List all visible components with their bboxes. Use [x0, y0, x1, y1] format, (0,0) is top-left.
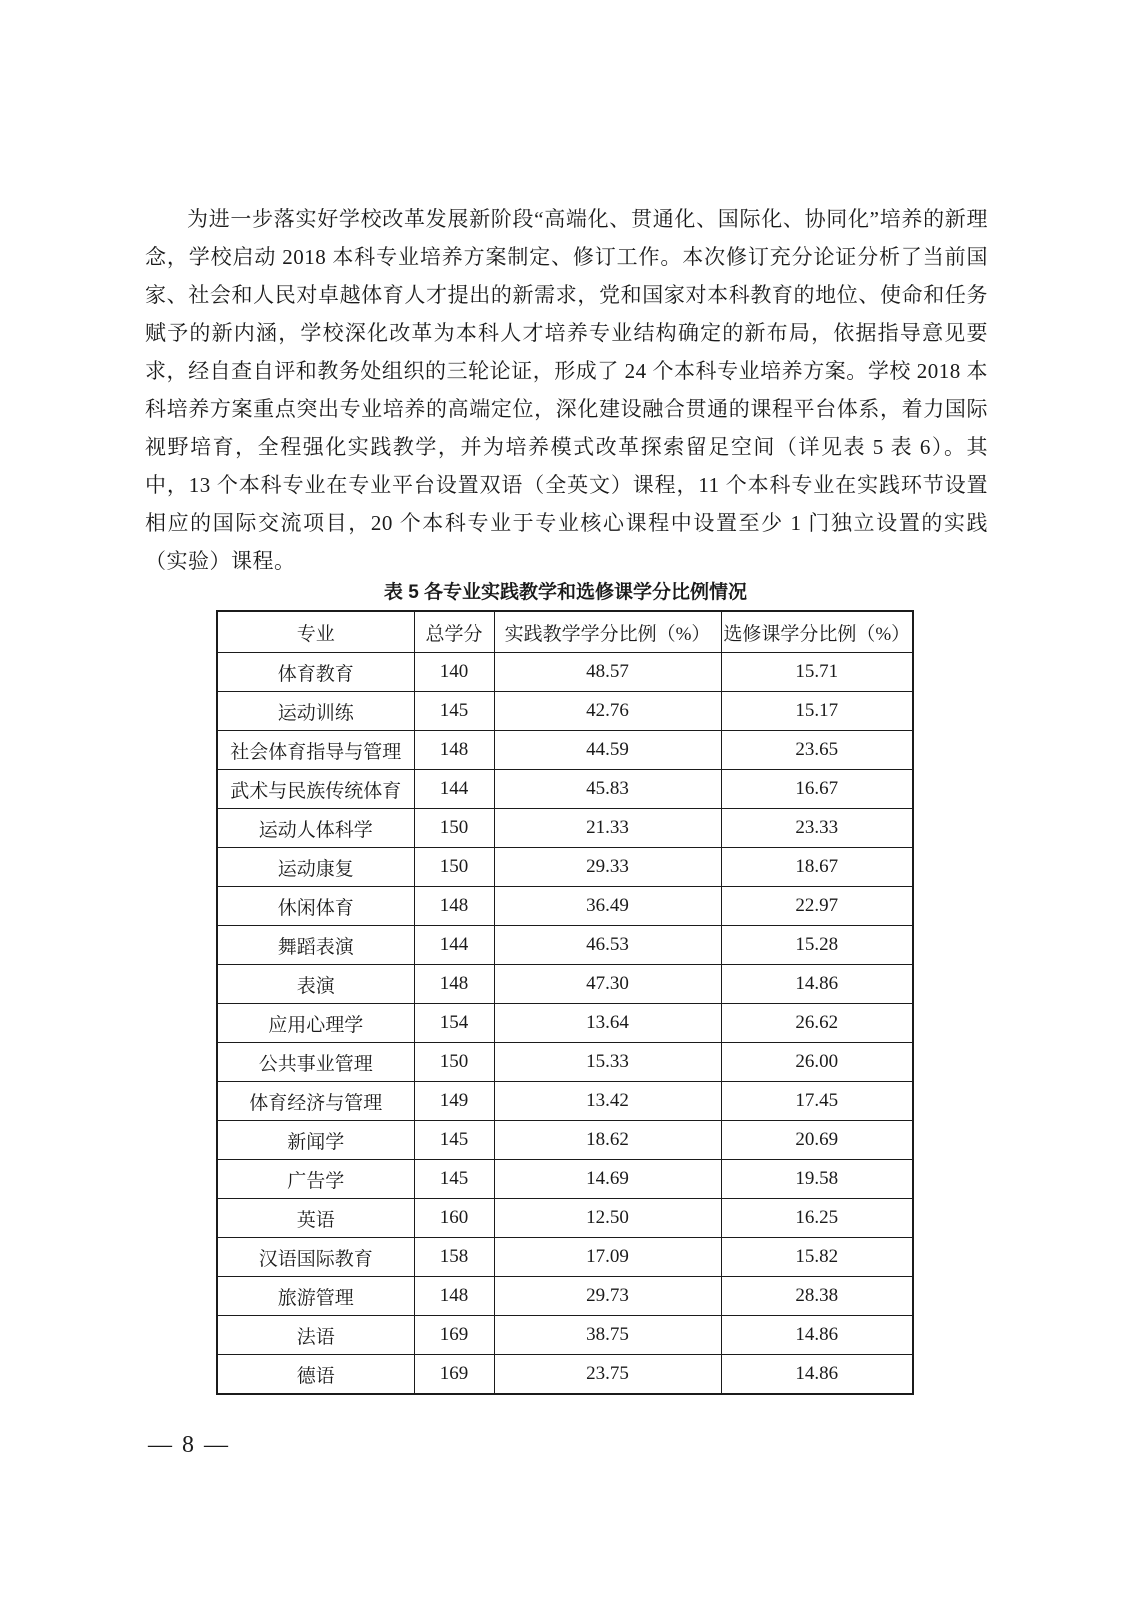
practice-ratio-cell: 38.75	[494, 1316, 721, 1355]
total-credits-cell: 145	[414, 692, 494, 731]
elective-ratio-cell: 15.82	[721, 1238, 913, 1277]
total-credits-cell: 148	[414, 731, 494, 770]
practice-ratio-cell: 44.59	[494, 731, 721, 770]
header-major: 专业	[217, 611, 414, 653]
table-row	[217, 926, 913, 965]
elective-ratio-cell: 19.58	[721, 1160, 913, 1199]
major-cell: 运动康复	[217, 848, 414, 887]
practice-ratio-cell: 17.09	[494, 1238, 721, 1277]
practice-ratio-cell: 21.33	[494, 809, 721, 848]
practice-ratio-cell: 23.75	[494, 1355, 721, 1395]
major-cell: 运动人体科学	[217, 809, 414, 848]
total-credits-cell: 169	[414, 1316, 494, 1355]
elective-ratio-cell: 16.25	[721, 1199, 913, 1238]
major-cell: 表演	[217, 965, 414, 1004]
table-row	[217, 887, 913, 926]
elective-ratio-cell: 26.62	[721, 1004, 913, 1043]
major-cell: 英语	[217, 1199, 414, 1238]
elective-ratio-cell: 17.45	[721, 1082, 913, 1121]
elective-ratio-cell: 15.17	[721, 692, 913, 731]
total-credits-cell: 148	[414, 1277, 494, 1316]
elective-ratio-cell: 14.86	[721, 1316, 913, 1355]
page-number: — 8 —	[148, 1432, 230, 1458]
major-cell: 旅游管理	[217, 1277, 414, 1316]
credits-table	[216, 610, 914, 1395]
major-cell: 休闲体育	[217, 887, 414, 926]
major-cell: 新闻学	[217, 1121, 414, 1160]
major-cell: 汉语国际教育	[217, 1238, 414, 1277]
header-practice-credit-ratio: 实践教学学分比例（%）	[494, 611, 721, 653]
table-row	[217, 1004, 913, 1043]
practice-ratio-cell: 47.30	[494, 965, 721, 1004]
table-row	[217, 692, 913, 731]
table-row	[217, 770, 913, 809]
total-credits-cell: 150	[414, 809, 494, 848]
elective-ratio-cell: 26.00	[721, 1043, 913, 1082]
total-credits-cell: 148	[414, 887, 494, 926]
practice-ratio-cell: 42.76	[494, 692, 721, 731]
total-credits-cell: 144	[414, 770, 494, 809]
total-credits-cell: 145	[414, 1121, 494, 1160]
major-cell: 应用心理学	[217, 1004, 414, 1043]
practice-ratio-cell: 46.53	[494, 926, 721, 965]
practice-ratio-cell: 29.33	[494, 848, 721, 887]
total-credits-cell: 144	[414, 926, 494, 965]
practice-ratio-cell: 12.50	[494, 1199, 721, 1238]
total-credits-cell: 169	[414, 1355, 494, 1395]
practice-ratio-cell: 18.62	[494, 1121, 721, 1160]
practice-ratio-cell: 45.83	[494, 770, 721, 809]
major-cell: 广告学	[217, 1160, 414, 1199]
elective-ratio-cell: 16.67	[721, 770, 913, 809]
total-credits-cell: 145	[414, 1160, 494, 1199]
header-total-credits: 总学分	[414, 611, 494, 653]
elective-ratio-cell: 23.33	[721, 809, 913, 848]
practice-ratio-cell: 48.57	[494, 653, 721, 692]
major-cell: 法语	[217, 1316, 414, 1355]
table-row	[217, 731, 913, 770]
total-credits-cell: 149	[414, 1082, 494, 1121]
total-credits-cell: 154	[414, 1004, 494, 1043]
major-cell: 体育经济与管理	[217, 1082, 414, 1121]
table-row	[217, 848, 913, 887]
practice-ratio-cell: 14.69	[494, 1160, 721, 1199]
table-caption: 表 5 各专业实践教学和选修课学分比例情况	[383, 582, 748, 603]
elective-ratio-cell: 14.86	[721, 965, 913, 1004]
total-credits-cell: 148	[414, 965, 494, 1004]
major-cell: 运动训练	[217, 692, 414, 731]
major-cell: 舞蹈表演	[217, 926, 414, 965]
major-cell: 武术与民族传统体育	[217, 770, 414, 809]
total-credits-cell: 160	[414, 1199, 494, 1238]
elective-ratio-cell: 18.67	[721, 848, 913, 887]
table-header-row	[217, 611, 913, 653]
practice-ratio-cell: 29.73	[494, 1277, 721, 1316]
elective-ratio-cell: 22.97	[721, 887, 913, 926]
table-row	[217, 1277, 913, 1316]
table-row	[217, 1043, 913, 1082]
table-row	[217, 1238, 913, 1277]
elective-ratio-cell: 20.69	[721, 1121, 913, 1160]
table-body	[217, 653, 913, 1395]
major-cell: 社会体育指导与管理	[217, 731, 414, 770]
total-credits-cell: 150	[414, 1043, 494, 1082]
table-row	[217, 1160, 913, 1199]
elective-ratio-cell: 14.86	[721, 1355, 913, 1395]
major-cell: 公共事业管理	[217, 1043, 414, 1082]
total-credits-cell: 158	[414, 1238, 494, 1277]
total-credits-cell: 150	[414, 848, 494, 887]
table-row	[217, 965, 913, 1004]
table-row	[217, 653, 913, 692]
elective-ratio-cell: 15.28	[721, 926, 913, 965]
practice-ratio-cell: 36.49	[494, 887, 721, 926]
practice-ratio-cell: 15.33	[494, 1043, 721, 1082]
practice-ratio-cell: 13.64	[494, 1004, 721, 1043]
total-credits-cell: 140	[414, 653, 494, 692]
elective-ratio-cell: 28.38	[721, 1277, 913, 1316]
major-cell: 体育教育	[217, 653, 414, 692]
table-row	[217, 809, 913, 848]
header-elective-credit-ratio: 选修课学分比例（%）	[721, 611, 913, 653]
table-row	[217, 1199, 913, 1238]
elective-ratio-cell: 23.65	[721, 731, 913, 770]
major-cell: 德语	[217, 1355, 414, 1395]
table-row	[217, 1082, 913, 1121]
table-row	[217, 1316, 913, 1355]
table-row	[217, 1355, 913, 1395]
practice-ratio-cell: 13.42	[494, 1082, 721, 1121]
table-row	[217, 1121, 913, 1160]
body-paragraph: 为进一步落实好学校改革发展新阶段“高端化、贯通化、国际化、协同化”培养的新理念，学校启动 2018 本科专业培养方案制定、修订工作。本次修订充分论证分析了当前国家、社会和人民对卓越体育人才提出的新需求，党和国家对本科教育的地位、使命和任务赋予的新内涵，学校深化改革为本科人才培养专业结构确定的新布局，依据指导意见要求，经自查自评和教务处组织的三轮论证，形成了 24 个本科专业培养方案。学校 2018 本科培养方案重点突出专业培养的高端定位，深化建设融合贯通的课程平台体系，着力国际视野培育，全程强化实践教学，并为培养模式改革探索留足空间（详见表 5 表 6）。其中，13 个本科专业在专业平台设置双语（全英文）课程，11 个本科专业在实践环节设置相应的国际交流项目，20 个本科专业于专业核心课程中设置至少 1 门独立设置的实践（实验）课程。	[145, 207, 988, 573]
elective-ratio-cell: 15.71	[721, 653, 913, 692]
